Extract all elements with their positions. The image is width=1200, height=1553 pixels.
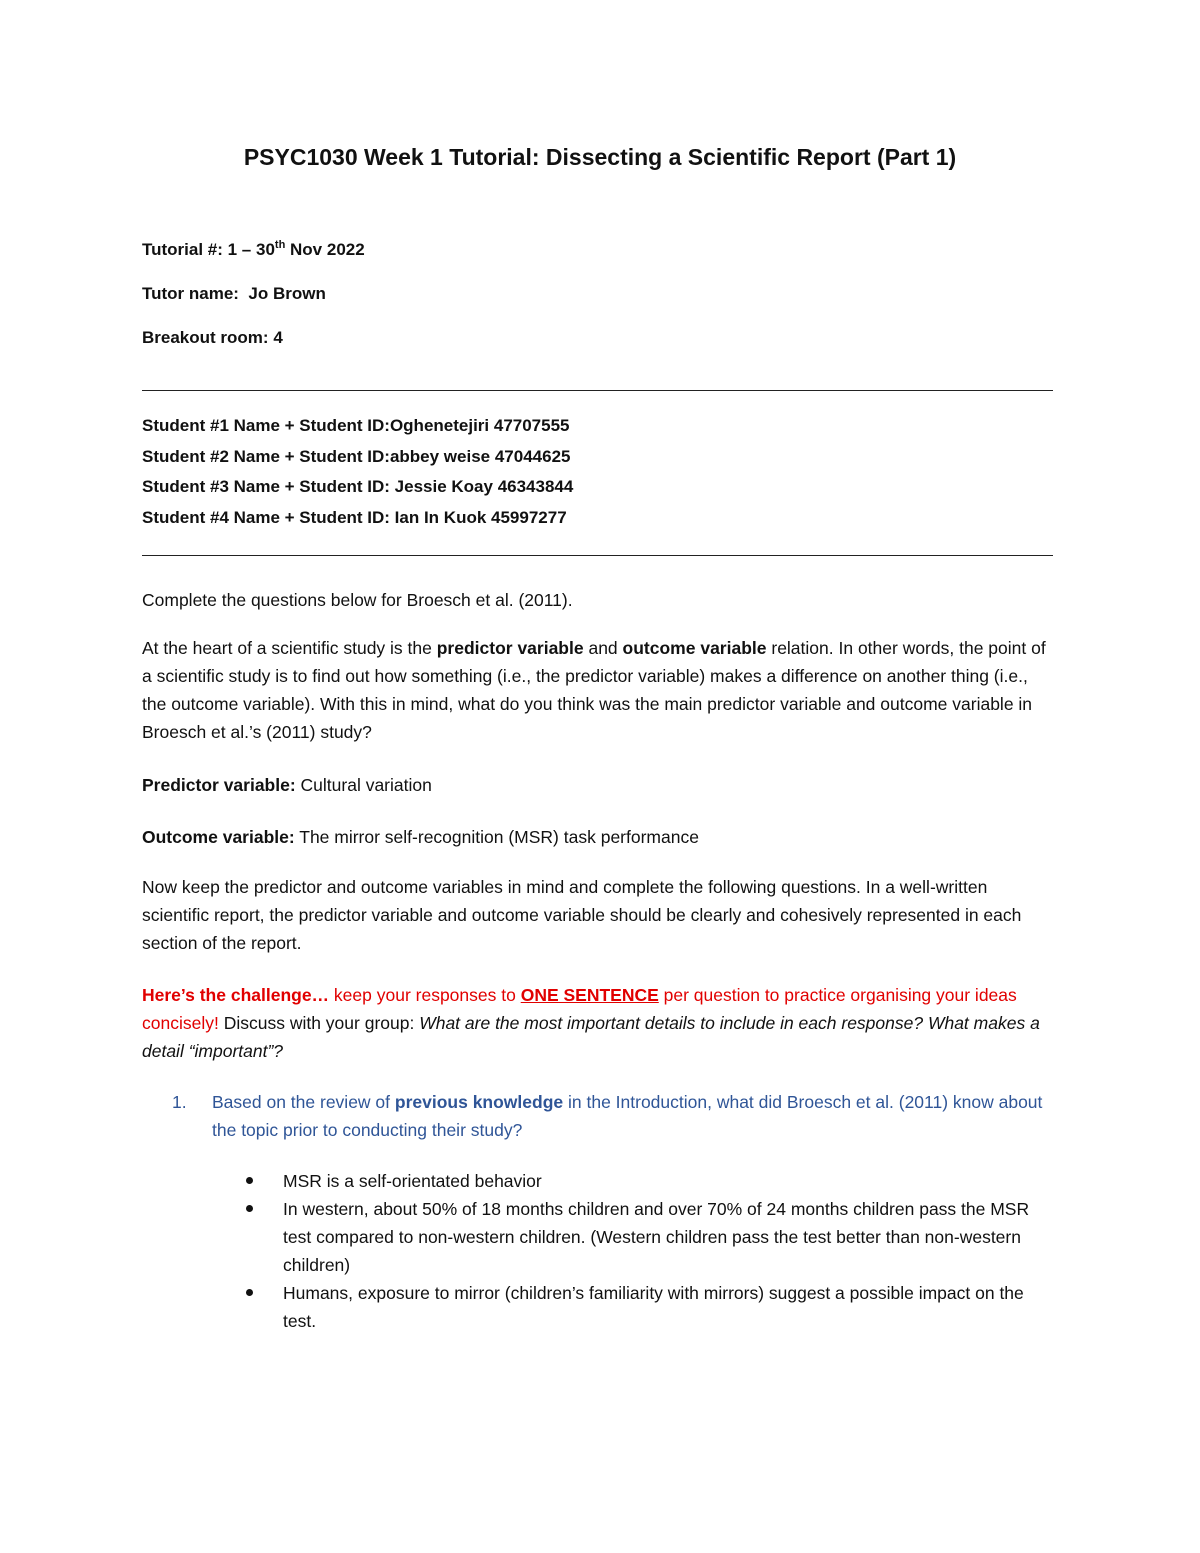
tutorial-number <box>142 239 365 260</box>
answer-bullet-list <box>240 1167 1060 1335</box>
heart-text-1: At the heart of a scientific study is the <box>142 638 437 658</box>
bullet-text: Humans, exposure to mirror (children’s familiarity with mirrors) suggest a possible impact on the test. <box>283 1283 1024 1331</box>
bullet-icon <box>246 1289 253 1296</box>
outcome-term: outcome variable <box>622 638 767 658</box>
list-item <box>240 1195 1060 1279</box>
list-item <box>240 1279 1060 1335</box>
predictor-label: Predictor variable: <box>142 775 296 795</box>
outcome-answer <box>142 823 1054 851</box>
question-1 <box>172 1088 1052 1144</box>
tutorial-date-sup: th <box>274 239 286 251</box>
student-row: Student #2 Name + Student ID:abbey weise 47044625 <box>142 446 571 466</box>
question-text <box>212 1088 1052 1144</box>
predictor-answer <box>142 771 1054 799</box>
question-text-1: Based on the review of <box>212 1092 395 1112</box>
student-list <box>142 414 573 536</box>
room-label: Breakout room: <box>142 328 269 347</box>
student-row: Student #3 Name + Student ID: Jessie Koay 46343844 <box>142 477 574 496</box>
predictor-value: Cultural variation <box>295 775 432 795</box>
bullet-icon <box>246 1177 253 1184</box>
intro-paragraph: Complete the questions below for Broesch et al. (2011). <box>142 590 573 610</box>
room-value: 4 <box>273 328 283 347</box>
bullet-text: MSR is a self-orientated behavior <box>283 1171 542 1191</box>
tutorial-date-suffix: Nov 2022 <box>285 240 365 259</box>
bullet-text: In western, about 50% of 18 months children and over 70% of 24 months children pass the MSR test compared to non-western children. (Western children pass the test better than non-western children) <box>283 1199 1030 1275</box>
student-row: Student #1 Name + Student ID:Oghenetejiri 47707555 <box>142 416 570 435</box>
predictor-term: predictor variable <box>436 638 584 658</box>
challenge-question: What are the most important details to include in each response? What makes a detail “important”? <box>142 1013 1040 1061</box>
divider-top <box>142 390 1053 391</box>
question-text-2: in the Introduction, what did Broesch et al. (2011) know about the topic prior to conducting their study? <box>212 1092 1043 1140</box>
heart-text-3: relation. In other words, the point of a scientific study is to find out how something (i.e., the predictor variable) makes a difference on another thing (i.e., the outcome variable). With this in mind, what do you think was the main predictor variable and outcome variable in Broesch et al.’s (2011) study? <box>142 638 1046 742</box>
tutor-value: Jo Brown <box>248 284 326 303</box>
heart-paragraph <box>142 634 1054 746</box>
list-item <box>240 1167 1060 1195</box>
document-title: PSYC1030 Week 1 Tutorial: Dissecting a Scientific Report (Part 1) <box>243 144 957 170</box>
one-sentence-emphasis: ONE SENTENCE <box>520 985 659 1005</box>
student-row: Student #4 Name + Student ID: Ian In Kuok 45997277 <box>142 507 567 527</box>
challenge-paragraph <box>142 981 1054 1065</box>
bullet-icon <box>246 1205 253 1212</box>
question-number: 1. <box>172 1092 187 1112</box>
tutor-label: Tutor name: <box>142 284 239 303</box>
breakout-room <box>142 328 283 348</box>
heart-text-2: and <box>583 638 623 658</box>
outcome-label: Outcome variable: <box>142 827 295 847</box>
previous-knowledge-term: previous knowledge <box>394 1092 564 1112</box>
challenge-text-1: keep your responses to <box>329 985 521 1005</box>
challenge-discuss: Discuss with your group: <box>218 1013 420 1033</box>
challenge-text-2: per question to practice organising your ideas concisely! <box>142 985 1017 1033</box>
tutorial-date-prefix: Tutorial #: 1 – 30 <box>142 240 275 259</box>
divider-bottom <box>142 555 1053 556</box>
outcome-value: The mirror self-recognition (MSR) task performance <box>294 827 699 847</box>
instructions-paragraph: Now keep the predictor and outcome variables in mind and complete the following questions. In a well-written scientific report, the predictor variable and outcome variable should be clearly and cohesively represented in each section of the report. <box>142 877 1022 953</box>
challenge-heading: Here’s the challenge… <box>142 985 330 1005</box>
tutor-name <box>142 284 326 304</box>
